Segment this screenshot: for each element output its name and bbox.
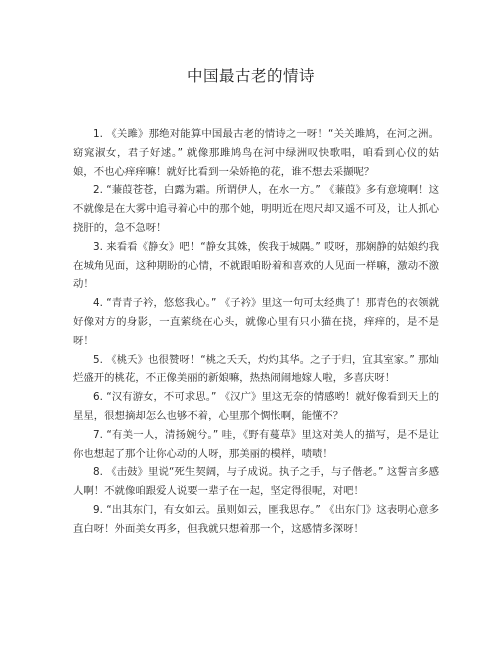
paragraph: 4. “青青子衿，悠悠我心。” 《子衿》里这一句可太经典了！那青色的衣领就好像对方的身影，一直萦绕在心头，就像心里有只小猫在挠，痒痒的，是不是呀！ (73, 297, 439, 347)
paragraph: 9. “出其东门，有女如云。虽则如云，匪我思存。” 《出东门》这表明心意多直白呀！外面美女再多，但我就只想着那一个，这感情多深呀！ (73, 503, 439, 535)
document-title: 中国最古老的情诗 (186, 67, 315, 85)
paragraph: 5. 《桃夭》也很赞呀！“桃之夭夭，灼灼其华。之子于归，宜其室家。” 那灿烂盛开的桃花，不正像美丽的新娘嘛，热热闹闹地嫁人啦，多喜庆呀！ (73, 353, 439, 385)
paragraph: 6. “汉有游女，不可求思。” 《汉广》里这无奈的情感哟！就好像看到天上的星星，很想摘却怎么也够不着，心里那个惆怅啊，能懂不？ (73, 391, 439, 422)
paragraph: 1. 《关雎》那绝对能算中国最古老的情诗之一呀！“关关雎鸠，在河之洲。窈窕淑女，君子好逑。” 就像那雎鸠鸟在河中绿洲叹快歌唱，咱看到心仪的姑娘，不也心痒痒嘛！就好比看到一朵娇艳的花，谁不想去采撷呢？ (73, 128, 439, 178)
document-body (73, 125, 439, 539)
paragraph: 7. “有美一人，清扬婉兮。” 哇，《野有蔓草》里这对美人的描写，是不是让你也想起了那个让你心动的人呀，那美丽的模样，啧啧！ (73, 428, 439, 460)
paragraph: 3. 来看看《静女》吧！“静女其姝，俟我于城隅。” 哎呀，那娴静的姑娘约我在城角见面，这种期盼的心情，不就跟咱盼着和喜欢的人见面一样嘛，激动不激动！ (73, 240, 439, 291)
paragraph: 2. “蒹葭苍苍，白露为霜。所谓伊人，在水一方。” 《蒹葭》多有意境啊！这不就像是在大雾中追寻着心中的那个她，明明近在咫尺却又遥不可及，让人抓心挠肝的，急不急呀！ (73, 184, 439, 234)
paragraph: 8. 《击鼓》里说“死生契阔，与子成说。执子之手，与子偕老。” 这誓言多感人啊！不就像咱跟爱人说要一辈子在一起，坚定得很呢，对吧！ (73, 466, 439, 498)
